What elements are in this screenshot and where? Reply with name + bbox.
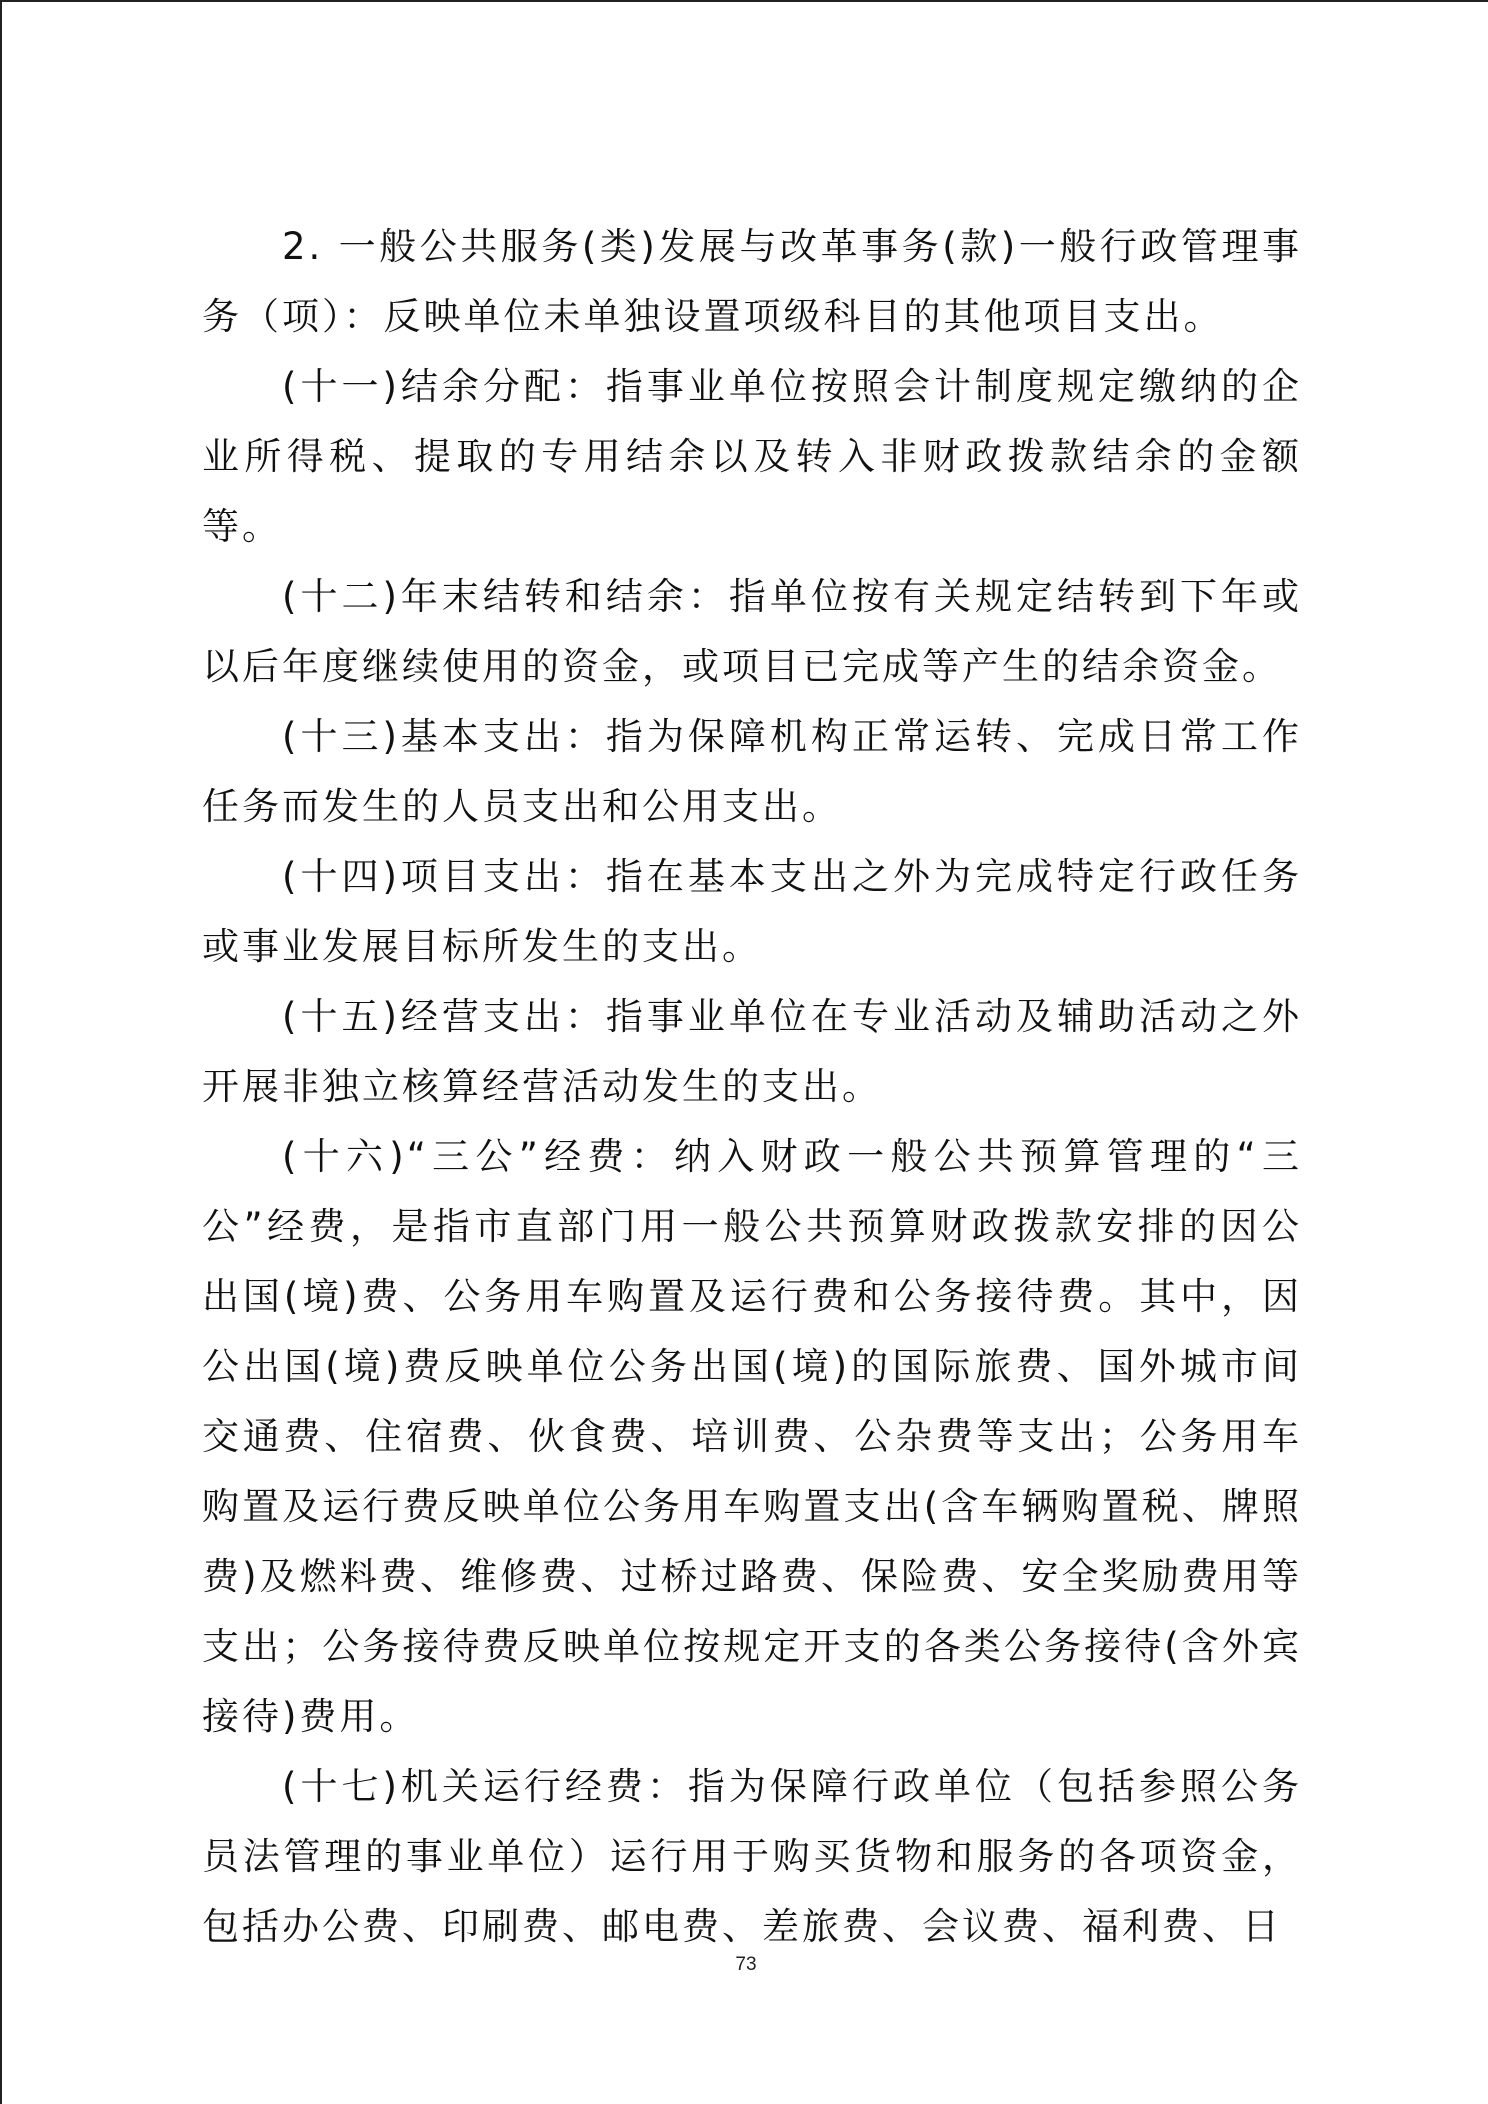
paragraph-agency-operating-funds: (十七)机关运行经费：指为保障行政单位（包括参照公务员法管理的事业单位）运行用于购买货物和服务的各项资金，包括办公费、印刷费、邮电费、差旅费、会议费、福利费、日 bbox=[202, 1765, 1302, 1948]
paragraph-project-expenditure: (十四)项目支出：指在基本支出之外为完成特定行政任务或事业发展目标所发生的支出。 bbox=[202, 855, 1302, 968]
paragraph-year-end-balance: (十二)年末结转和结余：指单位按有关规定结转到下年或以后年度继续使用的资金，或项目已完成等产生的结余资金。 bbox=[202, 575, 1302, 688]
document-body bbox=[202, 212, 1302, 1962]
paragraph-settlement-distribution: (十一)结余分配：指事业单位按照会计制度规定缴纳的企业所得税、提取的专用结余以及转入非财政拨款结余的金额等。 bbox=[202, 365, 1302, 548]
paragraph-three-public-funds: (十六)“三公”经费：纳入财政一般公共预算管理的“三公”经费，是指市直部门用一般公共预算财政拨款安排的因公出国(境)费、公务用车购置及运行费和公务接待费。其中，因公出国(境)费反映单位公务出国(境)的国际旅费、国外城市间交通费、住宿费、伙食费、培训费、公杂费等支出；公务用车购置及运行费反映单位公务用车购置支出(含车辆购置税、牌照费)及燃料费、维修费、过桥过路费、保险费、安全奖励费用等支出；公务接待费反映单位按规定开支的各类公务接待(含外宾接待)费用。 bbox=[202, 1135, 1302, 1738]
paragraph-basic-expenditure: (十三)基本支出：指为保障机构正常运转、完成日常工作任务而发生的人员支出和公用支出。 bbox=[202, 715, 1302, 828]
paragraph-item-2: 2. 一般公共服务(类)发展与改革事务(款)一般行政管理事务（项）：反映单位未单独设置项级科目的其他项目支出。 bbox=[202, 225, 1302, 338]
page-number: 73 bbox=[735, 1954, 757, 1975]
paragraph-operating-expenditure: (十五)经营支出：指事业单位在专业活动及辅助活动之外开展非独立核算经营活动发生的支出。 bbox=[202, 995, 1302, 1108]
